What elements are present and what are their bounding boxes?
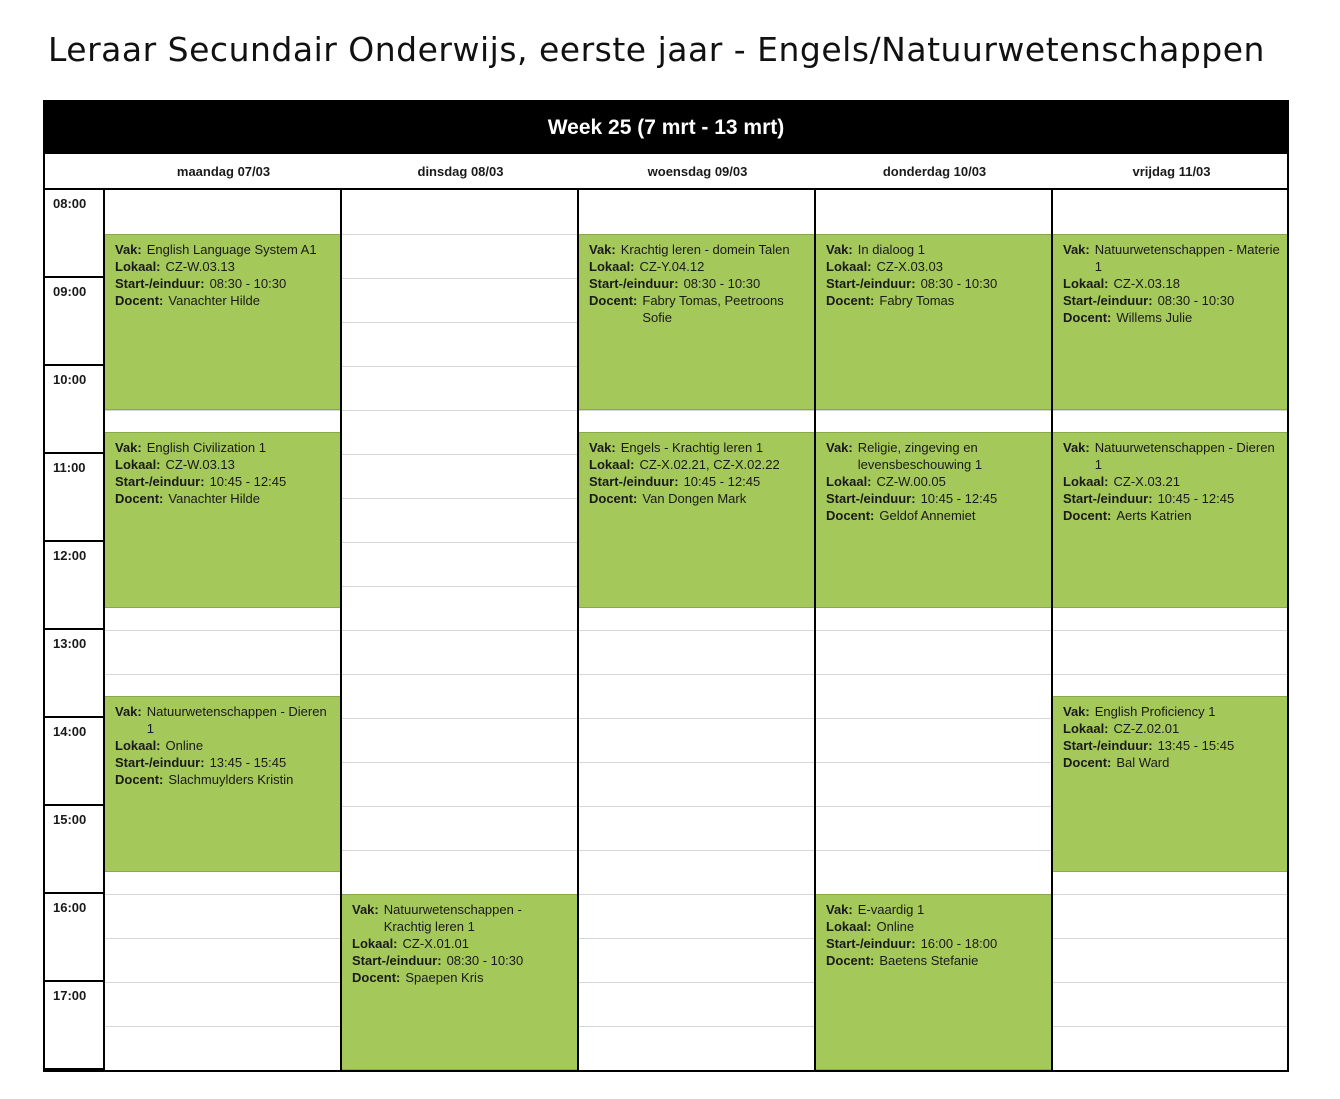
half-hour-line (342, 762, 577, 763)
course-vak-label: Vak: (115, 704, 142, 719)
course-vak: Krachtig leren - domein Talen (620, 242, 790, 257)
course-vak-label: Vak: (1063, 242, 1090, 257)
course-docent-label: Docent: (826, 953, 875, 968)
half-hour-line (579, 630, 814, 631)
course-lokaal: CZ-W.03.13 (165, 259, 235, 274)
day-column (816, 190, 1053, 1070)
course-vak-row (589, 439, 808, 456)
course-docent-label: Docent: (115, 772, 164, 787)
half-hour-line (1053, 674, 1289, 675)
half-hour-line (342, 278, 577, 279)
course-docent: Aerts Katrien (1116, 508, 1192, 523)
hour-label: 16:00 (45, 894, 103, 982)
half-hour-line (579, 894, 814, 895)
course-docent: Slachmuylders Kristin (168, 772, 294, 787)
course-lokaal-row (826, 258, 1045, 275)
course-vak: Natuurwetenschappen - Dieren 1 (146, 704, 327, 736)
course-tijd: 13:45 - 15:45 (209, 755, 287, 770)
course-tijd-label: Start-/einduur: (115, 755, 205, 770)
course-block[interactable] (105, 696, 340, 872)
course-lokaal-label: Lokaal: (115, 457, 161, 472)
hour-label: 14:00 (45, 718, 103, 806)
hour-label: 11:00 (45, 454, 103, 542)
course-lokaal-row (352, 935, 571, 952)
course-docent-label: Docent: (352, 970, 401, 985)
half-hour-line (105, 894, 340, 895)
course-vak-row (115, 703, 334, 737)
course-tijd-label: Start-/einduur: (115, 474, 205, 489)
course-tijd-row (115, 275, 334, 292)
course-vak-row (1063, 241, 1284, 275)
course-lokaal-row (589, 456, 808, 473)
course-lokaal-label: Lokaal: (589, 457, 635, 472)
half-hour-line (105, 630, 340, 631)
course-docent-label: Docent: (115, 491, 164, 506)
course-block[interactable] (105, 432, 340, 608)
course-lokaal: CZ-Z.02.01 (1113, 721, 1180, 736)
course-docent-row (1063, 309, 1284, 326)
course-tijd: 13:45 - 15:45 (1157, 738, 1235, 753)
course-tijd-label: Start-/einduur: (826, 936, 916, 951)
course-lokaal-label: Lokaal: (826, 919, 872, 934)
course-docent-label: Docent: (1063, 508, 1112, 523)
course-tijd: 08:30 - 10:30 (446, 953, 524, 968)
course-lokaal-row (1063, 473, 1284, 490)
course-docent-row (115, 771, 334, 788)
course-docent-row (1063, 507, 1284, 524)
course-lokaal: Online (165, 738, 204, 753)
hour-label: 17:00 (45, 982, 103, 1070)
course-lokaal-row (115, 258, 334, 275)
course-docent: Van Dongen Mark (642, 491, 747, 506)
course-docent-row (589, 490, 808, 507)
hour-label: 08:00 (45, 190, 103, 278)
course-lokaal-row (1063, 275, 1284, 292)
course-tijd-label: Start-/einduur: (1063, 738, 1153, 753)
course-docent: Vanachter Hilde (168, 491, 260, 506)
course-tijd: 10:45 - 12:45 (1157, 491, 1235, 506)
course-block[interactable] (579, 432, 814, 608)
day-header: maandag 07/03 (176, 163, 271, 179)
course-vak-row (352, 901, 571, 935)
course-tijd-label: Start-/einduur: (826, 276, 916, 291)
half-hour-line (1053, 630, 1289, 631)
half-hour-line (579, 674, 814, 675)
course-vak: Religie, zingeving en levensbeschouwing 1 (857, 440, 983, 472)
week-header: Week 25 (7 mrt - 13 mrt) (45, 102, 1287, 154)
course-block[interactable] (579, 234, 814, 410)
half-hour-line (342, 806, 577, 807)
course-lokaal: CZ-W.03.13 (165, 457, 235, 472)
course-docent-label: Docent: (589, 293, 638, 308)
course-tijd-label: Start-/einduur: (115, 276, 205, 291)
course-vak: Natuurwetenschappen - Materie 1 (1094, 242, 1280, 274)
course-vak-label: Vak: (352, 902, 379, 917)
course-block[interactable] (816, 432, 1051, 608)
course-vak-label: Vak: (826, 902, 853, 917)
half-hour-line (1053, 1026, 1289, 1027)
course-block[interactable] (816, 234, 1051, 410)
course-tijd-row (1063, 292, 1284, 309)
course-docent-row (826, 952, 1045, 969)
course-lokaal: CZ-X.01.01 (402, 936, 469, 951)
day-header: vrijdag 11/03 (1132, 163, 1211, 179)
half-hour-line (105, 410, 340, 411)
course-vak-row (115, 241, 334, 258)
course-docent-label: Docent: (1063, 755, 1112, 770)
course-tijd: 10:45 - 12:45 (209, 474, 287, 489)
course-vak-label: Vak: (1063, 704, 1090, 719)
half-hour-line (816, 630, 1051, 631)
course-docent-label: Docent: (589, 491, 638, 506)
course-block[interactable] (1053, 234, 1289, 410)
course-vak-label: Vak: (115, 242, 142, 257)
half-hour-line (342, 366, 577, 367)
half-hour-line (579, 410, 814, 411)
half-hour-line (342, 322, 577, 323)
course-lokaal-label: Lokaal: (1063, 276, 1109, 291)
day-header: woensdag 09/03 (647, 163, 748, 179)
course-lokaal-label: Lokaal: (1063, 474, 1109, 489)
hour-label: 12:00 (45, 542, 103, 630)
half-hour-line (1053, 982, 1289, 983)
half-hour-line (105, 982, 340, 983)
half-hour-line (1053, 938, 1289, 939)
course-vak: Natuurwetenschappen - Dieren 1 (1094, 440, 1275, 472)
course-docent: Fabry Tomas (879, 293, 955, 308)
half-hour-line (579, 762, 814, 763)
course-vak-label: Vak: (1063, 440, 1090, 455)
course-tijd-row (826, 935, 1045, 952)
hour-label: 10:00 (45, 366, 103, 454)
hour-label: 13:00 (45, 630, 103, 718)
day-column (579, 190, 816, 1070)
course-docent-row (115, 490, 334, 507)
course-docent-label: Docent: (826, 508, 875, 523)
course-docent-row (115, 292, 334, 309)
half-hour-line (579, 806, 814, 807)
half-hour-line (579, 850, 814, 851)
course-lokaal: CZ-X.03.21 (1113, 474, 1180, 489)
course-tijd-label: Start-/einduur: (589, 474, 679, 489)
course-tijd-label: Start-/einduur: (826, 491, 916, 506)
course-block[interactable] (105, 234, 340, 410)
half-hour-line (342, 542, 577, 543)
course-tijd-row (115, 473, 334, 490)
half-hour-line (579, 938, 814, 939)
course-lokaal-row (1063, 720, 1284, 737)
course-vak-row (1063, 703, 1284, 720)
course-tijd: 08:30 - 10:30 (683, 276, 761, 291)
course-lokaal: CZ-W.00.05 (876, 474, 946, 489)
course-tijd: 08:30 - 10:30 (209, 276, 287, 291)
course-tijd-label: Start-/einduur: (1063, 491, 1153, 506)
course-tijd-row (589, 473, 808, 490)
half-hour-line (342, 586, 577, 587)
half-hour-line (342, 850, 577, 851)
half-hour-line (816, 410, 1051, 411)
course-lokaal-row (826, 473, 1045, 490)
course-docent-row (1063, 754, 1284, 771)
half-hour-line (342, 630, 577, 631)
course-lokaal-label: Lokaal: (589, 259, 635, 274)
course-tijd-row (826, 490, 1045, 507)
course-tijd-label: Start-/einduur: (352, 953, 442, 968)
course-block[interactable] (1053, 696, 1289, 872)
half-hour-line (105, 674, 340, 675)
course-docent: Baetens Stefanie (879, 953, 979, 968)
course-vak: English Proficiency 1 (1094, 704, 1216, 719)
course-lokaal: CZ-X.03.18 (1113, 276, 1180, 291)
course-lokaal: Online (876, 919, 915, 934)
page-title: Leraar Secundair Onderwijs, eerste jaar - Engels/Natuurwetenschappen (48, 30, 1265, 69)
day-column (342, 190, 579, 1070)
day-header: donderdag 10/03 (882, 163, 987, 179)
course-docent: Spaepen Kris (405, 970, 484, 985)
course-docent: Fabry Tomas, Peetroons Sofie (642, 293, 784, 325)
course-lokaal: CZ-Y.04.12 (639, 259, 705, 274)
course-vak-label: Vak: (826, 440, 853, 455)
half-hour-line (342, 454, 577, 455)
course-lokaal-row (589, 258, 808, 275)
half-hour-line (342, 498, 577, 499)
course-vak-row (826, 901, 1045, 918)
course-lokaal-row (826, 918, 1045, 935)
course-tijd-row (826, 275, 1045, 292)
half-hour-line (105, 1026, 340, 1027)
course-vak: English Language System A1 (146, 242, 317, 257)
half-hour-line (816, 850, 1051, 851)
half-hour-line (1053, 410, 1289, 411)
course-lokaal-label: Lokaal: (352, 936, 398, 951)
day-header: dinsdag 08/03 (417, 163, 504, 179)
course-docent-row (352, 969, 571, 986)
hour-label: 15:00 (45, 806, 103, 894)
course-tijd-row (1063, 737, 1284, 754)
course-vak-row (826, 241, 1045, 258)
half-hour-line (1053, 894, 1289, 895)
course-tijd-row (589, 275, 808, 292)
course-tijd: 08:30 - 10:30 (1157, 293, 1235, 308)
course-vak-label: Vak: (589, 242, 616, 257)
course-vak-row (589, 241, 808, 258)
course-vak-row (115, 439, 334, 456)
course-lokaal-row (115, 737, 334, 754)
course-tijd-row (352, 952, 571, 969)
course-lokaal-label: Lokaal: (1063, 721, 1109, 736)
course-vak-row (1063, 439, 1284, 473)
half-hour-line (342, 718, 577, 719)
course-docent-row (826, 292, 1045, 309)
course-lokaal-row (115, 456, 334, 473)
half-hour-line (342, 410, 577, 411)
hour-label: 09:00 (45, 278, 103, 366)
half-hour-line (816, 674, 1051, 675)
course-block[interactable] (816, 894, 1051, 1070)
course-vak: Natuurwetenschappen - Krachtig leren 1 (383, 902, 522, 934)
half-hour-line (105, 938, 340, 939)
course-lokaal: CZ-X.02.21, CZ-X.02.22 (639, 457, 780, 472)
course-vak-label: Vak: (589, 440, 616, 455)
course-block[interactable] (342, 894, 577, 1070)
course-tijd-label: Start-/einduur: (1063, 293, 1153, 308)
course-vak: In dialoog 1 (857, 242, 925, 257)
course-block[interactable] (1053, 432, 1289, 608)
course-vak: English Civilization 1 (146, 440, 266, 455)
course-vak-row (826, 439, 1045, 473)
day-column (1053, 190, 1289, 1070)
course-tijd: 16:00 - 18:00 (920, 936, 998, 951)
time-column (45, 190, 105, 1070)
half-hour-line (579, 718, 814, 719)
course-docent-label: Docent: (826, 293, 875, 308)
half-hour-line (579, 1026, 814, 1027)
course-docent: Vanachter Hilde (168, 293, 260, 308)
course-vak: E-vaardig 1 (857, 902, 925, 917)
half-hour-line (579, 982, 814, 983)
course-lokaal-label: Lokaal: (115, 259, 161, 274)
course-tijd-label: Start-/einduur: (589, 276, 679, 291)
half-hour-line (816, 718, 1051, 719)
course-docent: Willems Julie (1116, 310, 1193, 325)
course-tijd-row (115, 754, 334, 771)
course-docent: Bal Ward (1116, 755, 1170, 770)
course-docent-row (826, 507, 1045, 524)
course-docent-row (589, 292, 808, 326)
course-lokaal-label: Lokaal: (826, 474, 872, 489)
course-docent-label: Docent: (1063, 310, 1112, 325)
course-lokaal: CZ-X.03.03 (876, 259, 943, 274)
day-header-row (45, 154, 1287, 190)
timetable (43, 100, 1289, 1072)
course-vak-label: Vak: (115, 440, 142, 455)
course-vak-label: Vak: (826, 242, 853, 257)
course-tijd: 08:30 - 10:30 (920, 276, 998, 291)
course-tijd: 10:45 - 12:45 (683, 474, 761, 489)
course-tijd-row (1063, 490, 1284, 507)
half-hour-line (816, 762, 1051, 763)
course-lokaal-label: Lokaal: (115, 738, 161, 753)
half-hour-line (816, 806, 1051, 807)
half-hour-line (342, 234, 577, 235)
course-docent: Geldof Annemiet (879, 508, 976, 523)
course-lokaal-label: Lokaal: (826, 259, 872, 274)
course-tijd: 10:45 - 12:45 (920, 491, 998, 506)
day-column (105, 190, 342, 1070)
course-vak: Engels - Krachtig leren 1 (620, 440, 764, 455)
half-hour-line (342, 674, 577, 675)
course-docent-label: Docent: (115, 293, 164, 308)
